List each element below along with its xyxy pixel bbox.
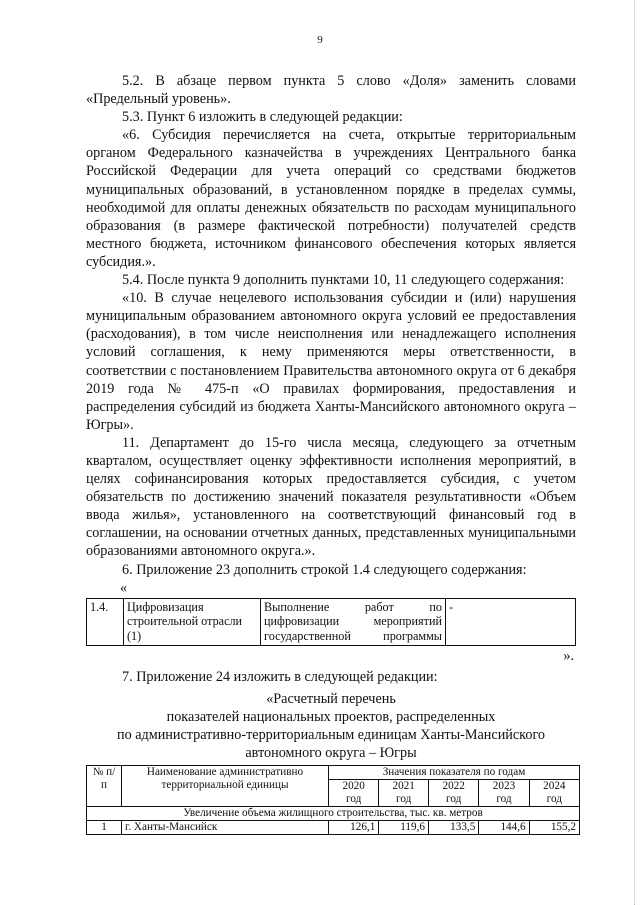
heading-line-2: показателей национальных проектов, распределенных xyxy=(166,708,496,725)
section-row xyxy=(87,807,580,821)
year-header: 2021 год xyxy=(379,780,429,807)
open-quote: « xyxy=(120,579,128,596)
cell-name: г. Ханты-Мансийск xyxy=(122,821,329,835)
cell-value: 133,5 xyxy=(429,821,479,835)
cell-value: 119,6 xyxy=(379,821,429,835)
cell-value: 126,1 xyxy=(329,821,379,835)
section-title: Увеличение объема жилищного строительства, тыс. кв. метров xyxy=(87,807,580,821)
cell-number: 1 xyxy=(87,821,122,835)
heading-line-4: автономного округа – Югры xyxy=(245,744,417,761)
appendix-heading xyxy=(86,690,576,762)
page-edge xyxy=(634,0,638,905)
indicators-table xyxy=(86,765,580,835)
paragraph-5-3: 5.3. Пункт 6 изложить в следующей редакции: xyxy=(122,109,403,126)
row-name: Цифровизация строительной отрасли (1) xyxy=(124,598,261,645)
page-number: 9 xyxy=(317,34,323,46)
row-value: - xyxy=(446,598,576,645)
paragraph-5-2: 5.2. В абзаце первом пункта 5 слово «Доля» заменить словами «Предельный уровень». xyxy=(86,73,576,108)
table-header-row xyxy=(87,766,580,780)
table-row xyxy=(87,821,580,835)
header-values: Значения показателя по годам xyxy=(329,766,580,780)
year-header: 2024 год xyxy=(529,780,579,807)
year-header: 2022 год xyxy=(429,780,479,807)
year-header: 2023 год xyxy=(479,780,529,807)
paragraph-item-11: 11. Департамент до 15-го числа месяца, следующего за отчетным кварталом, осуществляет оценку эффективности исполнения мероприятий, в целях софинансирования которых предоставляется субсидия, с учетом обязательств по достижению значений показателя результативности «Объем ввода жилья», установленного на соответствующий финансовый год в соглашении, на основании отчетных данных, представленных муниципальными образованиями автономного округа.». xyxy=(86,434,576,560)
cell-value: 144,6 xyxy=(479,821,529,835)
paragraph-5-4: 5.4. После пункта 9 дополнить пунктами 10, 11 следующего содержания: xyxy=(122,272,565,289)
paragraph-item-6: «6. Субсидия перечисляется на счета, открытые территориальным органом Федерального казначейства в учреждениях Центрального банка Российской Федерации для учета операций со средствами бюджетов муниципальных образований, в установленном порядке в пределах суммы, необходимой для оплаты денежных обязательств по расходам муниципального образования (в размере фактической потребности) получателей средств местного бюджета, источником финансового обеспечения которых является субсидия.». xyxy=(86,127,576,270)
document-body xyxy=(86,72,576,762)
heading-line-1: «Расчетный перечень xyxy=(266,690,396,707)
row-number: 1.4. xyxy=(87,598,124,645)
close-quote: ». xyxy=(563,647,574,664)
header-number: № п/п xyxy=(87,766,122,807)
year-header: 2020 год xyxy=(329,780,379,807)
paragraph-item-10: «10. В случае нецелевого использования субсидии и (или) нарушения муниципальным образованием автономного округа условий ее предоставления (расходования), в том числе неисполнения или ненадлежащего исполнения условий соглашения, к нему применяются меры ответственности, в соответствии с постановлением Правительства автономного округа от 6 декабря 2019 года № 475-п «О правилах формирования, предоставления и распределения субсидий из бюджета Ханты-Мансийского автономного округа – Югры». xyxy=(86,290,576,433)
cell-value: 155,2 xyxy=(529,821,579,835)
header-name: Наименование административно территориальной единицы xyxy=(122,766,329,807)
paragraph-6: 6. Приложение 23 дополнить строкой 1.4 следующего содержания: xyxy=(122,561,527,578)
appendix-23-row-table xyxy=(86,598,576,646)
row-description: Выполнение работ по цифровизации мероприятий государственной программы xyxy=(261,598,446,645)
table-row xyxy=(87,598,576,645)
paragraph-7: 7. Приложение 24 изложить в следующей редакции: xyxy=(122,668,438,685)
heading-line-3: по административно-территориальным единицам Ханты-Мансийского xyxy=(116,726,545,743)
